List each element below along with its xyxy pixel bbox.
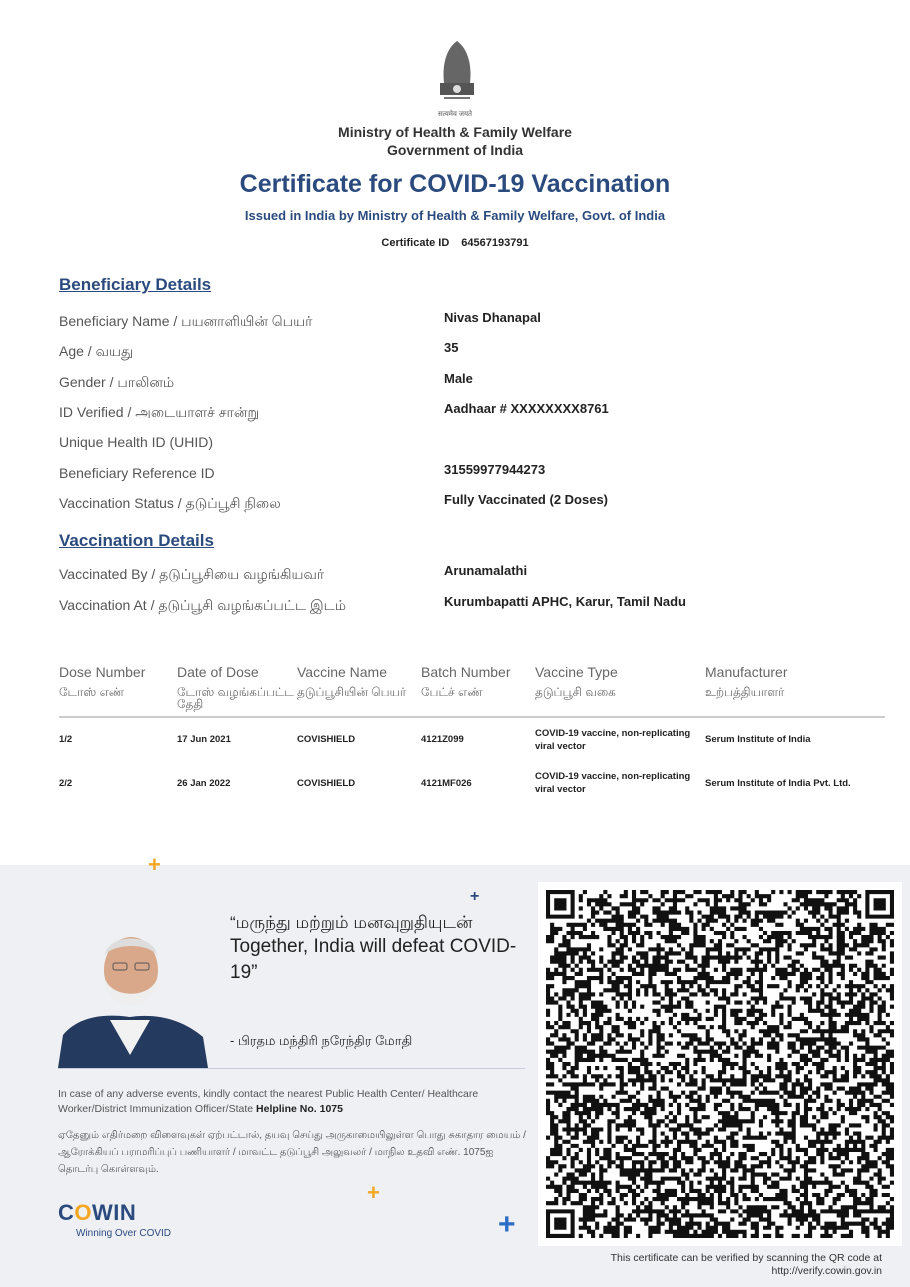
verify-text: This certificate can be verified by scanning the QR code at	[610, 1252, 882, 1264]
table-cell: 26 Jan 2022	[177, 777, 231, 789]
table-cell: COVISHIELD	[297, 777, 356, 789]
divider	[58, 1068, 525, 1069]
table-cell: COVID-19 vaccine, non-replicating viral vector	[535, 727, 691, 752]
column-header-ta: தடுப்பூசி வகை	[535, 685, 616, 699]
table-cell: Serum Institute of India	[705, 734, 811, 745]
emblem-motto: सत्यमेव जयते	[437, 111, 473, 118]
ministry-name	[0, 123, 910, 159]
table-cell: COVID-19 vaccine, non-replicating viral vector	[535, 771, 691, 795]
field-label: Beneficiary Name / பயனாளியின் பெயர்	[59, 313, 313, 329]
beneficiary-heading: Beneficiary Details	[59, 275, 212, 294]
helpline-number: Helpline No. 1075	[256, 1103, 343, 1115]
column-header-en: Manufacturer	[705, 664, 788, 680]
table-cell: 17 Jun 2021	[177, 734, 231, 745]
national-emblem-icon	[432, 35, 482, 107]
certificate-id-value: 64567193791	[461, 237, 529, 249]
table-cell: 1/2	[59, 734, 73, 745]
field-value: 35	[444, 340, 459, 356]
field-value: 31559977944273	[444, 461, 546, 477]
table-row	[59, 761, 885, 805]
quote-tamil: “மருந்து மற்றும் மனவுறுதியுடன்	[230, 913, 473, 932]
page-title: Certificate for COVID-19 Vaccination	[239, 170, 671, 198]
certificate-id	[0, 237, 910, 249]
cowin-logo	[58, 1200, 136, 1226]
verify-note	[540, 1252, 882, 1278]
field-label: Unique Health ID (UHID)	[59, 434, 214, 451]
government-line: Government of India	[386, 142, 524, 158]
field-value: Nivas Dhanapal	[444, 310, 541, 325]
field-value: Kurumbapatti APHC, Karur, Tamil Nadu	[444, 594, 686, 609]
logo-c: C	[58, 1200, 75, 1225]
vaccination-heading: Vaccination Details	[59, 531, 214, 550]
column-header-ta: உற்பத்தியாளர்	[705, 685, 785, 699]
qr-code-icon	[538, 882, 902, 1246]
quote-english: Together, India will defeat COVID-19”	[230, 936, 517, 983]
field-label: Beneficiary Reference ID	[59, 464, 215, 481]
field-value: Arunamalathi	[444, 563, 528, 578]
logo-win: WIN	[92, 1200, 137, 1225]
column-header	[705, 662, 885, 717]
table-cell: Serum Institute of India Pvt. Ltd.	[705, 777, 851, 789]
table-row	[59, 717, 885, 761]
column-header-ta: பேட்ச் எண்	[421, 685, 483, 699]
ministry-line: Ministry of Health & Family Welfare	[338, 124, 572, 140]
quote	[230, 912, 520, 986]
column-header-ta: டோஸ் எண்	[59, 685, 125, 699]
qr-modules	[546, 890, 894, 1238]
column-header-en: Vaccine Type	[535, 664, 618, 680]
table-cell: 4121Z099	[421, 734, 464, 745]
adverse-text: In case of any adverse events, kindly contact the nearest Public Health Center/ Healthcare Worker/District Immunization Officer/State	[58, 1088, 479, 1115]
column-header-ta: தடுப்பூசியின் பெயர்	[297, 685, 407, 699]
column-header-en: Date of Dose	[177, 664, 259, 680]
table-cell: 2/2	[59, 777, 73, 789]
adverse-events-notice-tamil: ஏதேனும் எதிர்மறை விளைவுகள் ஏற்பட்டால், தயவு செய்து அருகாமையிலுள்ள பொது சுகாதார மையம் / ஆரோக்கியப் பராமரிப்புப் பணியாளர் / மாவட்ட தடுப்பூசி அலுவலர் / மாநில உதவி எண். 1075ஐ தொடர்பு கொள்ளவும்.	[58, 1130, 526, 1175]
column-header	[59, 662, 177, 717]
field-value: Male	[444, 370, 473, 386]
field-value: Aadhaar # XXXXXXXX8761	[444, 400, 609, 416]
column-header-en: Dose Number	[59, 664, 146, 680]
quote-attribution: - பிரதம மந்திரி நரேந்திர மோதி	[230, 1033, 413, 1048]
field-label: ID Verified / அடையாளச் சான்று	[59, 403, 260, 420]
plus-decoration-icon: +	[148, 852, 161, 877]
cowin-tagline: Winning Over COVID	[76, 1228, 172, 1239]
field-label: Age / வயது	[59, 343, 134, 360]
field-value: Fully Vaccinated (2 Doses)	[444, 491, 609, 507]
column-header	[421, 662, 535, 717]
field-label: Vaccinated By / தடுப்பூசியை வழங்கியவர்	[59, 566, 325, 582]
verify-url[interactable]: http://verify.cowin.gov.in	[771, 1265, 882, 1277]
table-cell: COVISHIELD	[297, 734, 356, 745]
table-cell: 4121MF026	[421, 777, 472, 789]
adverse-events-notice	[58, 1087, 528, 1117]
logo-o: O	[74, 1200, 93, 1225]
prime-minister-photo	[58, 925, 208, 1068]
page-subtitle: Issued in India by Ministry of Health & Family Welfare, Govt. of India	[244, 208, 666, 223]
column-header-en: Vaccine Name	[297, 664, 388, 680]
column-header	[535, 662, 705, 717]
column-header	[297, 662, 421, 717]
table-header	[59, 662, 885, 717]
dose-table	[59, 662, 885, 805]
certificate-id-label: Certificate ID	[381, 237, 450, 249]
plus-decoration-icon: +	[367, 1180, 380, 1205]
plus-decoration-icon: +	[498, 1208, 516, 1241]
field-label: Gender / பாலினம்	[59, 373, 175, 390]
column-header-en: Batch Number	[421, 664, 511, 680]
field-label: Vaccination At / தடுப்பூசி வழங்கப்பட்ட இடம்	[59, 597, 346, 613]
column-header	[177, 662, 297, 717]
column-header-ta: டோஸ் வழங்கப்பட்ட தேதி	[177, 685, 294, 711]
plus-decoration-icon: +	[470, 888, 480, 905]
field-label: Vaccination Status / தடுப்பூசி நிலை	[59, 494, 281, 511]
